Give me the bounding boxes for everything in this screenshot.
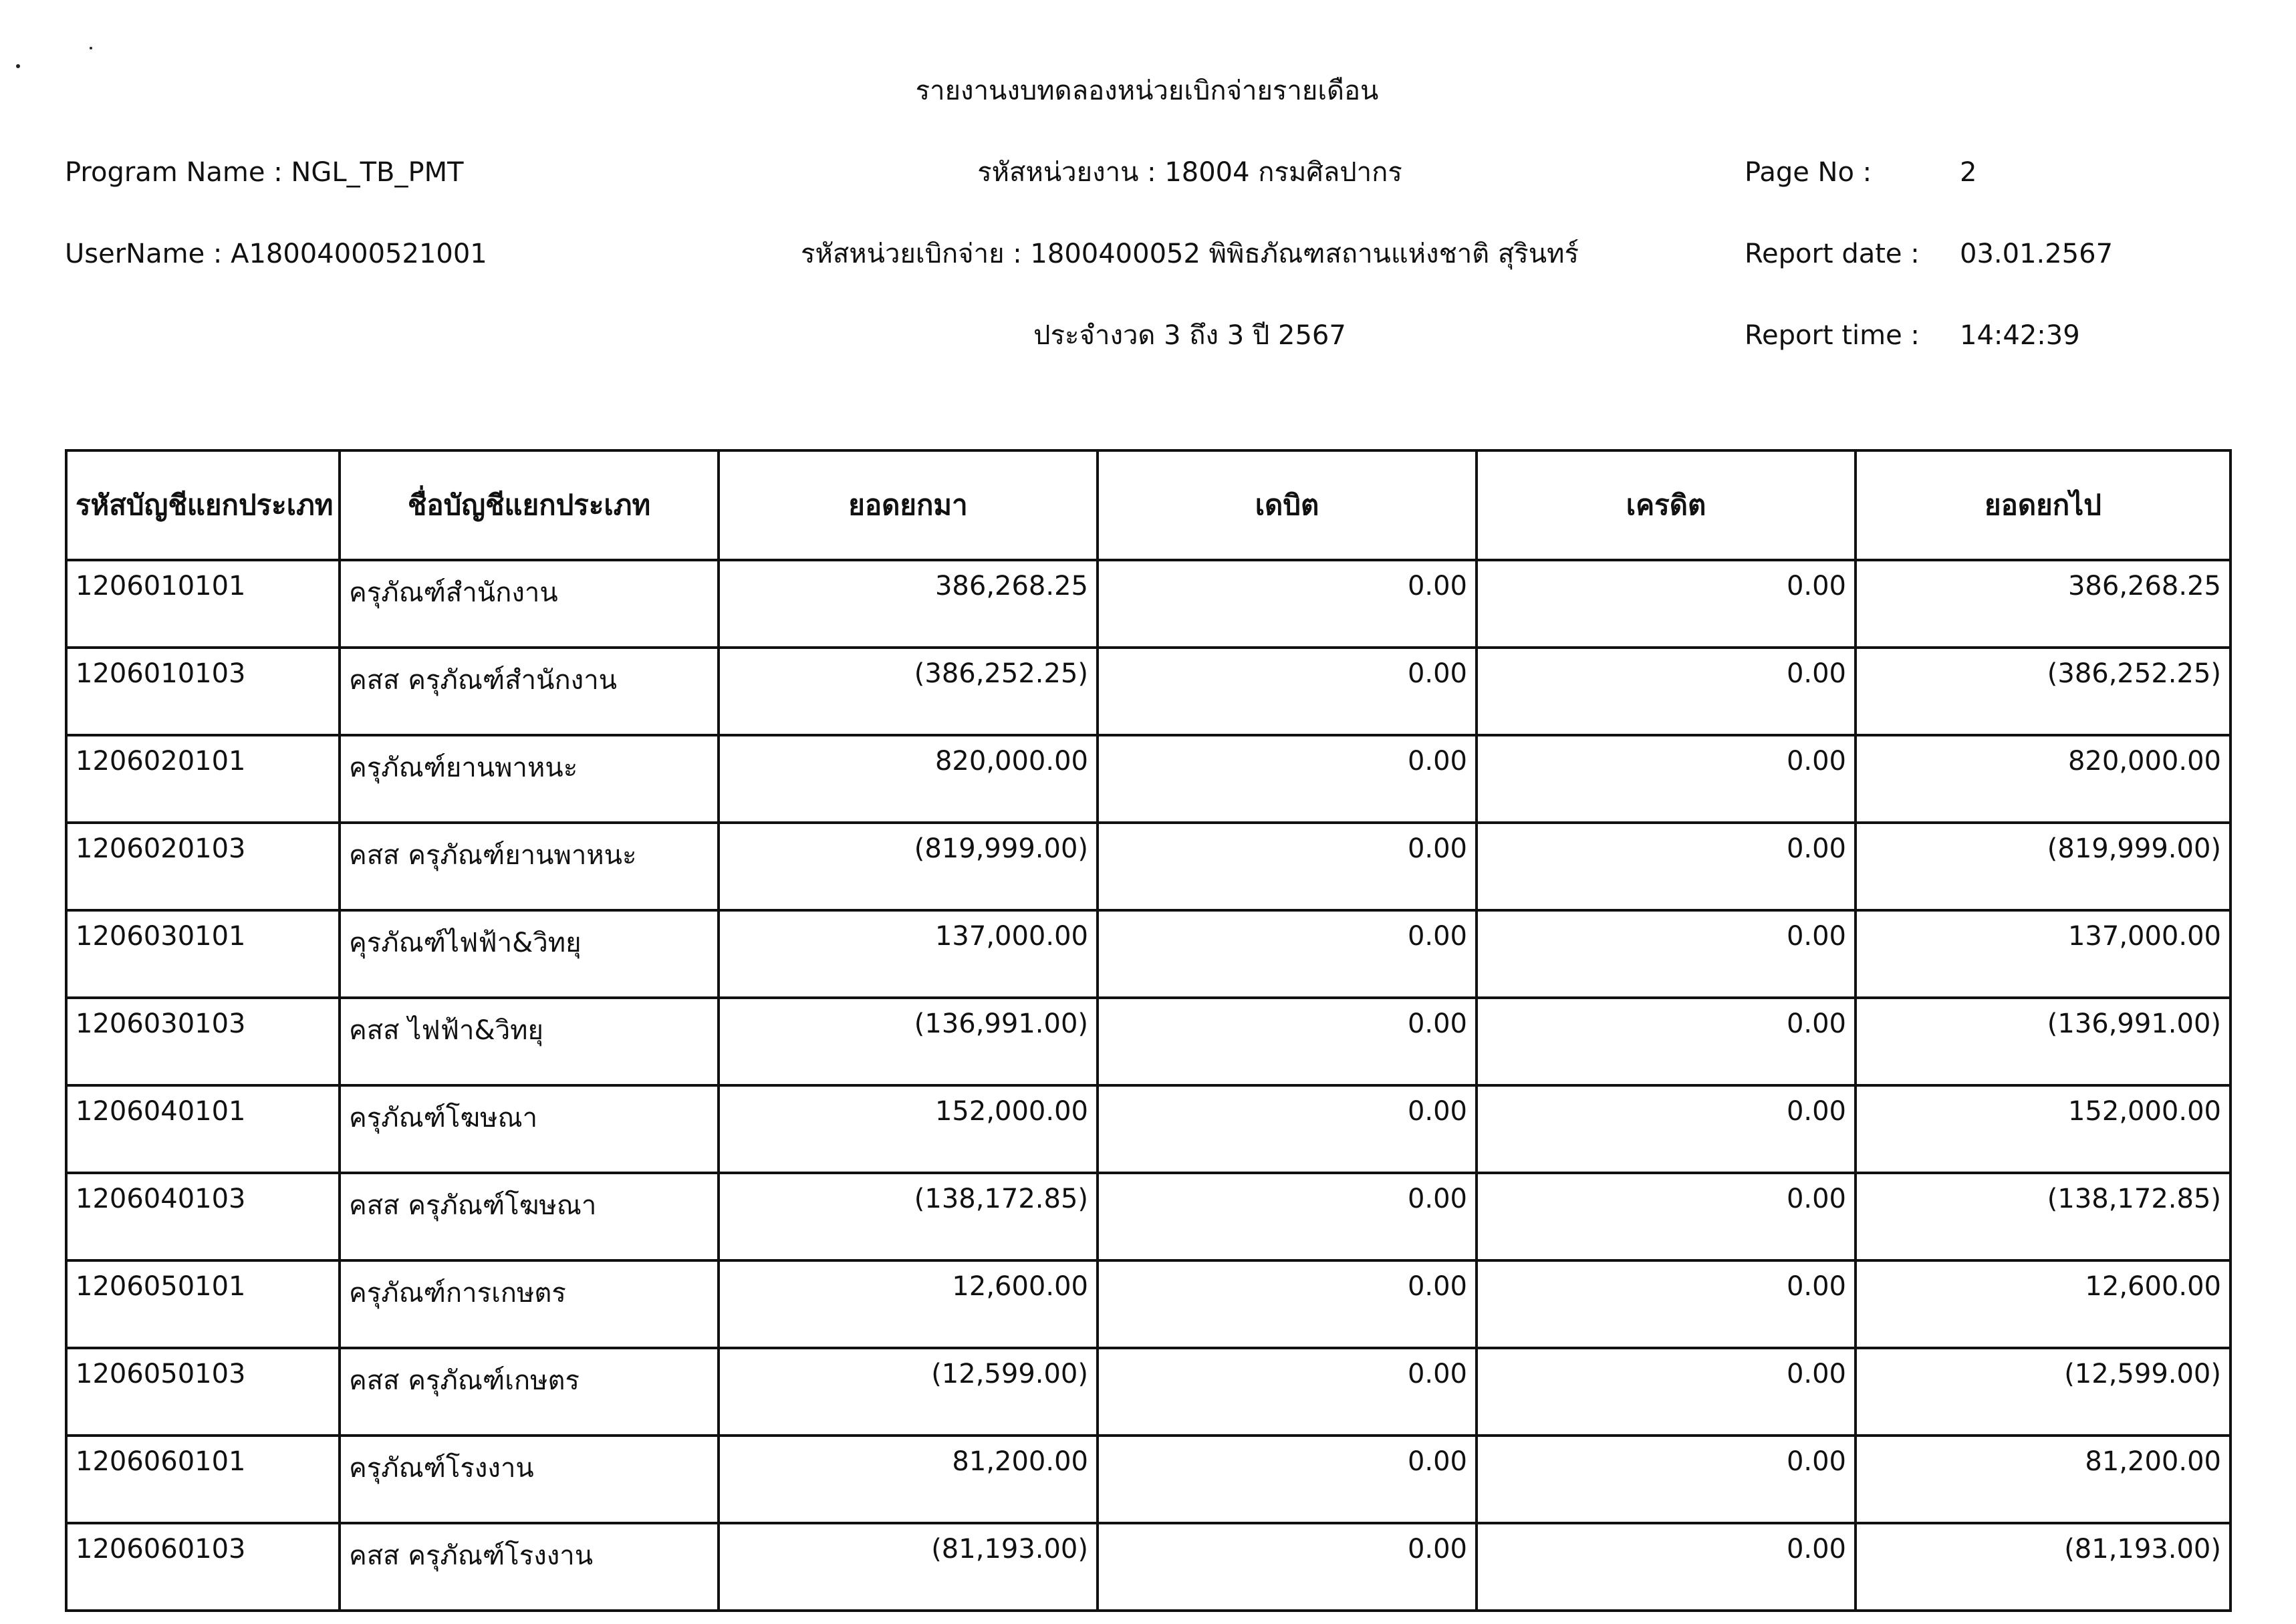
cell-account-code: 1206020101	[66, 735, 340, 823]
table-header-row	[66, 450, 2230, 560]
user-name: UserName : A18004000521001	[65, 239, 487, 269]
cell-account-name: คสส ครุภัณฑ์โรงงาน	[340, 1523, 719, 1611]
table-row	[66, 735, 2230, 823]
report-date-value: 03.01.2567	[1960, 239, 2114, 269]
cell-balance-brought-forward: (12,599.00)	[719, 1348, 1098, 1436]
agency-code: รหัสหน่วยงาน : 18004 กรมศิลปากร	[977, 157, 1402, 188]
cell-balance-brought-forward: (819,999.00)	[719, 823, 1098, 910]
report-time-label: Report time :	[1745, 320, 1920, 351]
cell-account-name: คสส ครุภัณฑ์สำนักงาน	[340, 648, 719, 735]
cell-balance-brought-forward: 12,600.00	[719, 1260, 1098, 1348]
cell-credit: 0.00	[1477, 1260, 1856, 1348]
cell-balance-carried-forward: 386,268.25	[1856, 560, 2230, 648]
cell-credit: 0.00	[1477, 998, 1856, 1085]
table-row	[66, 1348, 2230, 1436]
report-period: ประจำงวด 3 ถึง 3 ปี 2567	[1033, 320, 1346, 351]
cell-balance-brought-forward: (138,172.85)	[719, 1173, 1098, 1260]
cell-balance-brought-forward: 137,000.00	[719, 910, 1098, 998]
cell-debit: 0.00	[1098, 1173, 1477, 1260]
header-account-name: ชื่อบัญชีแยกประเภท	[340, 450, 719, 560]
cell-balance-brought-forward: 81,200.00	[719, 1436, 1098, 1523]
cell-credit: 0.00	[1477, 1085, 1856, 1173]
table-row	[66, 1260, 2230, 1348]
table-row	[66, 998, 2230, 1085]
cell-credit: 0.00	[1477, 648, 1856, 735]
cell-debit: 0.00	[1098, 648, 1477, 735]
cell-debit: 0.00	[1098, 1436, 1477, 1523]
cell-account-code: 1206030101	[66, 910, 340, 998]
cell-credit: 0.00	[1477, 910, 1856, 998]
cell-debit: 0.00	[1098, 1260, 1477, 1348]
cell-account-code: 1206060101	[66, 1436, 340, 1523]
cell-credit: 0.00	[1477, 560, 1856, 648]
report-time-value: 14:42:39	[1960, 320, 2080, 351]
cell-debit: 0.00	[1098, 823, 1477, 910]
header-balance-brought-forward: ยอดยกมา	[719, 450, 1098, 560]
cell-account-code: 1206040101	[66, 1085, 340, 1173]
cell-credit: 0.00	[1477, 1523, 1856, 1611]
cell-balance-brought-forward: (136,991.00)	[719, 998, 1098, 1085]
cell-debit: 0.00	[1098, 735, 1477, 823]
cell-debit: 0.00	[1098, 910, 1477, 998]
cell-account-name: คุรภัณฑ์ไฟฟ้า&วิทยุ	[340, 910, 719, 998]
table-body	[66, 560, 2230, 1611]
cell-account-code: 1206010101	[66, 560, 340, 648]
cell-credit: 0.00	[1477, 735, 1856, 823]
table-row	[66, 823, 2230, 910]
cell-account-name: คสส ครุภัณฑ์ยานพาหนะ	[340, 823, 719, 910]
table-row	[66, 1523, 2230, 1611]
cell-balance-brought-forward: 386,268.25	[719, 560, 1098, 648]
cell-balance-brought-forward: (386,252.25)	[719, 648, 1098, 735]
cell-credit: 0.00	[1477, 1436, 1856, 1523]
cell-balance-carried-forward: 12,600.00	[1856, 1260, 2230, 1348]
page-no-value: 2	[1960, 157, 1977, 188]
cell-account-name: คสส ครุภัณฑ์เกษตร	[340, 1348, 719, 1436]
table-row	[66, 560, 2230, 648]
disbursing-unit: รหัสหน่วยเบิกจ่าย : 1800400052 พิพิธภัณฑสถานแห่งชาติ สุรินทร์	[801, 239, 1579, 269]
cell-balance-carried-forward: 820,000.00	[1856, 735, 2230, 823]
cell-balance-carried-forward: (386,252.25)	[1856, 648, 2230, 735]
cell-debit: 0.00	[1098, 1523, 1477, 1611]
cell-credit: 0.00	[1477, 1173, 1856, 1260]
scan-speck	[90, 47, 92, 49]
header-debit: เดบิต	[1098, 450, 1477, 560]
cell-account-name: ครุภัณฑ์โรงงาน	[340, 1436, 719, 1523]
cell-account-name: คสส ไฟฟ้า&วิทยุ	[340, 998, 719, 1085]
table-row	[66, 1436, 2230, 1523]
cell-account-name: ครุภัณฑ์โฆษณา	[340, 1085, 719, 1173]
cell-balance-carried-forward: 81,200.00	[1856, 1436, 2230, 1523]
cell-balance-carried-forward: 152,000.00	[1856, 1085, 2230, 1173]
header-balance-carried-forward: ยอดยกไป	[1856, 450, 2230, 560]
page-no-label: Page No :	[1745, 157, 1872, 188]
cell-account-code: 1206050101	[66, 1260, 340, 1348]
cell-account-code: 1206060103	[66, 1523, 340, 1611]
cell-account-name: คสส ครุภัณฑ์โฆษณา	[340, 1173, 719, 1260]
cell-balance-carried-forward: 137,000.00	[1856, 910, 2230, 998]
header-credit: เครดิต	[1477, 450, 1856, 560]
cell-balance-brought-forward: 820,000.00	[719, 735, 1098, 823]
cell-balance-carried-forward: (138,172.85)	[1856, 1173, 2230, 1260]
cell-account-code: 1206030103	[66, 998, 340, 1085]
cell-account-code: 1206020103	[66, 823, 340, 910]
cell-debit: 0.00	[1098, 560, 1477, 648]
cell-credit: 0.00	[1477, 1348, 1856, 1436]
table-row	[66, 648, 2230, 735]
cell-debit: 0.00	[1098, 1085, 1477, 1173]
table-row	[66, 1085, 2230, 1173]
cell-account-code: 1206040103	[66, 1173, 340, 1260]
table-row	[66, 1173, 2230, 1260]
cell-debit: 0.00	[1098, 1348, 1477, 1436]
scan-speck	[16, 64, 20, 68]
cell-balance-brought-forward: 152,000.00	[719, 1085, 1098, 1173]
cell-account-name: ครุภัณฑ์การเกษตร	[340, 1260, 719, 1348]
cell-balance-carried-forward: (819,999.00)	[1856, 823, 2230, 910]
cell-balance-carried-forward: (136,991.00)	[1856, 998, 2230, 1085]
cell-account-name: ครุภัณฑ์ยานพาหนะ	[340, 735, 719, 823]
program-name: Program Name : NGL_TB_PMT	[65, 157, 464, 188]
cell-account-code: 1206010103	[66, 648, 340, 735]
cell-balance-carried-forward: (12,599.00)	[1856, 1348, 2230, 1436]
cell-credit: 0.00	[1477, 823, 1856, 910]
report-date-label: Report date :	[1745, 239, 1920, 269]
cell-balance-brought-forward: (81,193.00)	[719, 1523, 1098, 1611]
table-row	[66, 910, 2230, 998]
cell-balance-carried-forward: (81,193.00)	[1856, 1523, 2230, 1611]
cell-account-name: ครุภัณฑ์สำนักงาน	[340, 560, 719, 648]
report-title: รายงานงบทดลองหน่วยเบิกจ่ายรายเดือน	[915, 76, 1379, 106]
cell-debit: 0.00	[1098, 998, 1477, 1085]
trial-balance-table	[65, 449, 2232, 1612]
header-account-code: รหัสบัญชีแยกประเภท	[66, 450, 340, 560]
cell-account-code: 1206050103	[66, 1348, 340, 1436]
